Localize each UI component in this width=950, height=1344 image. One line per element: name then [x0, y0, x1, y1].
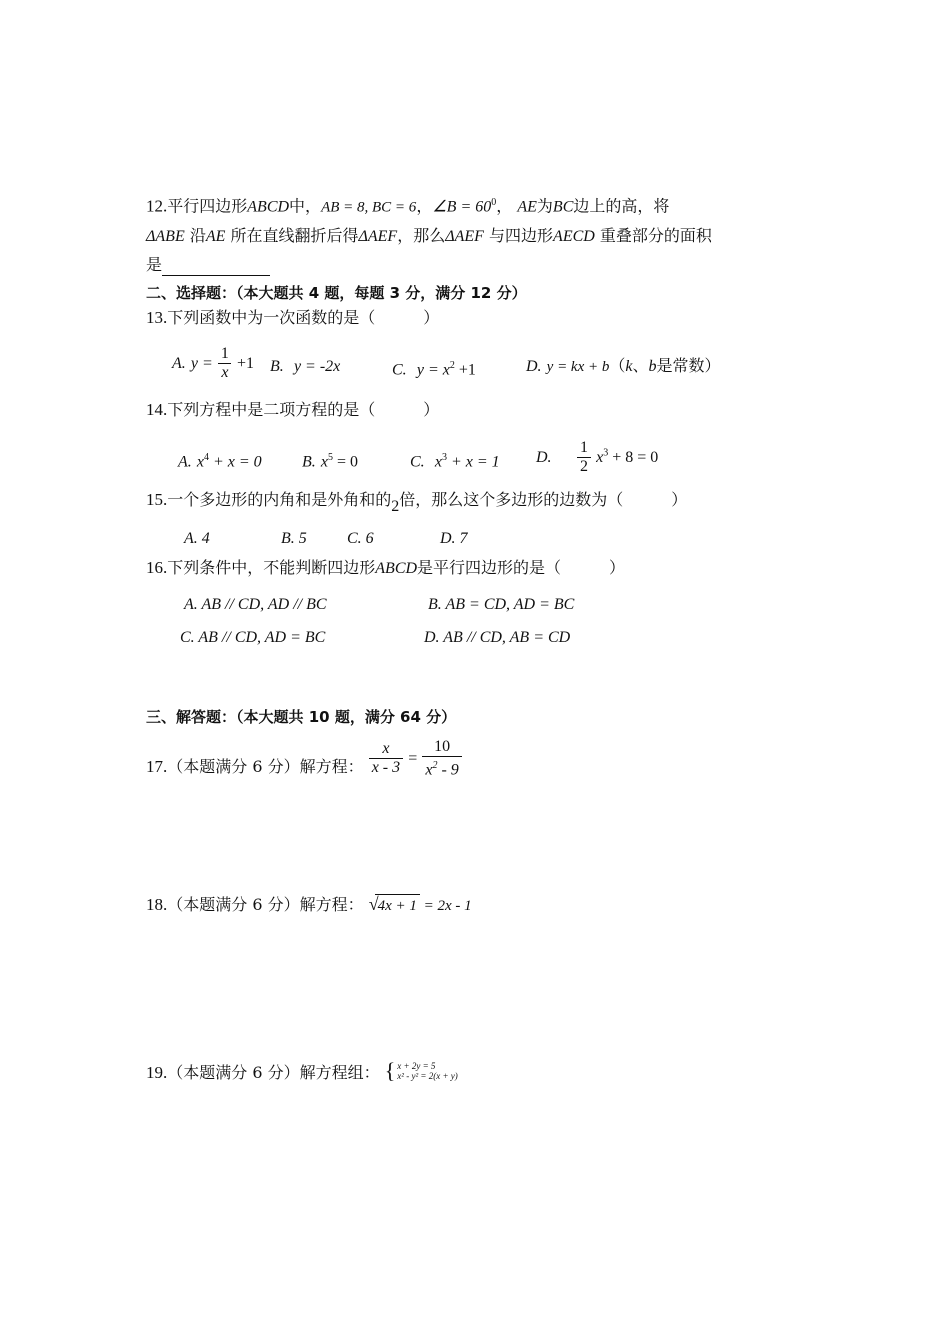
question-12-line-2: ΔABE 沿AE 所在直线翻折后得ΔAEF，那么ΔAEF 与四边形AECD 重叠部分的面积	[146, 226, 712, 245]
question-13-option-c: C. $y = x^2 +1$	[392, 360, 476, 379]
question-12-line-1: 12.平行四边形ABCD中，AB = 8, BC = 6，∠B = $60^0$， AE为BC边上的高，将	[146, 196, 670, 216]
question-17: 17.（本题满分 6 分）解方程： $\frac{x}{x - 3}$ = $\frac{10}{x^2 - 9}$	[146, 738, 462, 779]
radical-sign: √	[368, 894, 379, 914]
question-13-option-a: A. y = $\frac{1}{x}$ +1	[172, 345, 254, 381]
question-15-option-d: D. 7	[440, 530, 468, 547]
question-number: 12.	[146, 196, 168, 216]
section-3-heading: 三、解答题：（本大题共 10 题，满分 64 分）	[146, 708, 457, 726]
answer-blank[interactable]	[162, 259, 270, 276]
question-14-option-a: A. $x^4 + x = 0$	[178, 452, 262, 471]
fraction-right: $\frac{10}{x^2 - 9}$	[422, 738, 461, 779]
question-16-option-c: C. AB // CD, AD = BC	[180, 629, 326, 646]
question-16-option-d: D. AB // CD, AB = CD	[424, 629, 571, 646]
question-13-stem: 13.下列函数中为一次函数的是（ ）	[146, 308, 440, 327]
question-16-option-b: B. AB = CD, AD = BC	[428, 596, 575, 613]
question-18: 18.（本题满分 6 分）解方程： √4x + 1 = 2x - 1	[146, 893, 472, 917]
equation-system: { x + 2y = 5 x² - y² = 2(x + y)	[384, 1058, 458, 1083]
question-12-line-3: 是	[146, 254, 270, 276]
fraction: $\frac{1}{2}$	[577, 439, 591, 476]
question-14-option-d: D. $\frac{1}{2}$ $x^3 + 8 = 0$	[536, 439, 659, 475]
question-14-option-c: C. $x^3 + x = 1$	[410, 452, 500, 471]
question-19: 19.（本题满分 6 分）解方程组： { x + 2y = 5 x² - y² = 2(x + y)	[146, 1058, 458, 1083]
question-16-stem: 16.下列条件中，不能判断四边形ABCD是平行四边形的是（ ）	[146, 558, 626, 577]
section-2-heading: 二、选择题：（本大题共 4 题，每题 3 分，满分 12 分）	[146, 284, 527, 302]
question-13-option-d: D. y = kx + b（k、b是常数）	[526, 356, 721, 375]
brace: {	[384, 1058, 396, 1083]
question-15-option-b: B. 5	[281, 530, 307, 547]
question-14-option-b: B. $x^5 = 0$	[302, 452, 359, 471]
question-15-option-c: C. 6	[347, 530, 374, 547]
question-15-stem: 15.一个多边形的内角和是外角和的2倍，那么这个多边形的边数为（ ）	[146, 490, 688, 515]
question-16-option-a: A. AB // CD, AD // BC	[184, 596, 327, 613]
fraction: $\frac{1}{x}$	[218, 345, 232, 382]
fraction-left: $\frac{x}{x - 3}$	[369, 740, 403, 777]
question-14-stem: 14.下列方程中是二项方程的是（ ）	[146, 400, 440, 419]
question-13-option-b: B. y = -2x	[270, 358, 341, 375]
question-15-option-a: A. 4	[184, 530, 210, 547]
